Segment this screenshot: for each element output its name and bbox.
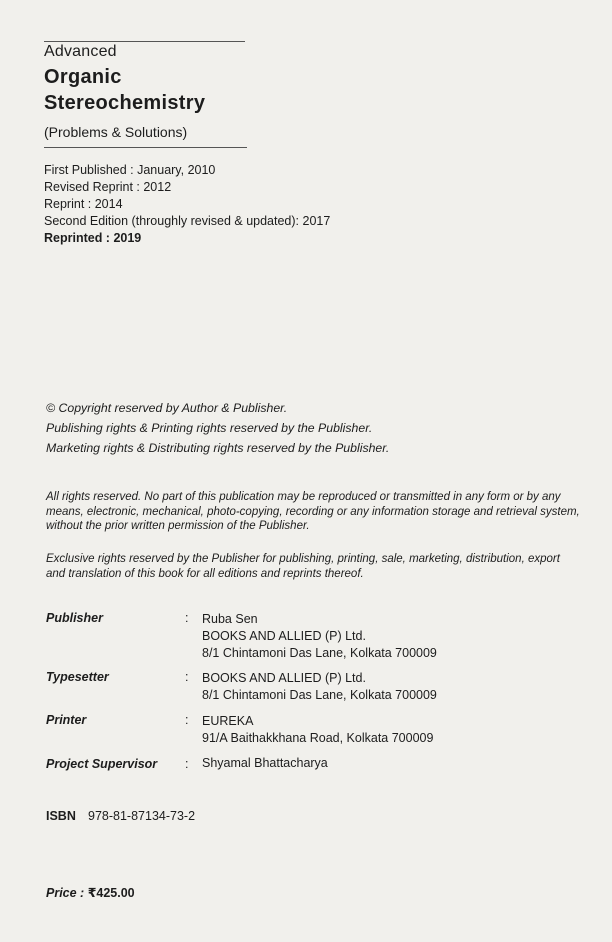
publisher-company: BOOKS AND ALLIED (P) Ltd. [202,629,366,643]
exclusive-rights-paragraph: Exclusive rights reserved by the Publisher for publishing, printing, sale, marketing, distribution, export and translation of this book for all editions and reprints thereof. [46,553,560,580]
printer-address: 91/A Baithakkhana Road, Kolkata 700009 [202,731,434,745]
rights-publishing: Publishing rights & Printing rights reserved by the Publisher. [46,421,373,435]
title-rule [44,147,247,148]
edition-history [44,162,330,247]
title-stereochemistry: Stereochemistry [44,92,206,114]
publisher-address: 8/1 Chintamoni Das Lane, Kolkata 700009 [202,646,437,660]
typesetter-label: Typesetter [46,670,109,684]
publisher-name: Ruba Sen [202,612,258,626]
supervisor-label: Project Supervisor [46,757,158,771]
publisher-colon: : [185,611,189,625]
history-revised-reprint: Revised Reprint : 2012 [44,180,172,194]
title-advanced: Advanced [44,43,117,60]
printer-label: Printer [46,713,87,727]
typesetter-details [202,670,437,704]
history-reprinted: Reprinted : 2019 [44,231,142,245]
isbn-label: ISBN [46,809,76,823]
typesetter-address: 8/1 Chintamoni Das Lane, Kolkata 700009 [202,688,437,702]
price-label: Price : [46,886,85,900]
rights-marketing: Marketing rights & Distributing rights reserved by the Publisher. [46,441,390,455]
history-reprint: Reprint : 2014 [44,197,123,211]
supervisor-name: Shyamal Bhattacharya [202,756,328,770]
top-rule [44,41,245,42]
rights-copyright: © Copyright reserved by Author & Publisher. [46,401,288,415]
title-organic: Organic [44,66,122,88]
price-line [46,885,135,900]
title-subtitle: (Problems & Solutions) [44,124,188,140]
printer-colon: : [185,713,189,727]
typesetter-colon: : [185,670,189,684]
typesetter-company: BOOKS AND ALLIED (P) Ltd. [202,671,366,685]
history-first-published: First Published : January, 2010 [44,163,216,177]
price-value: ₹425.00 [87,886,135,900]
printer-details [202,713,433,747]
rights-list [46,399,389,457]
publisher-label: Publisher [46,611,103,625]
publisher-details [202,611,437,662]
supervisor-colon: : [185,757,189,771]
printer-name: EUREKA [202,714,254,728]
isbn-value: 978-81-87134-73-2 [88,809,196,823]
all-rights-paragraph: All rights reserved. No part of this publication may be reproduced or transmitted in any form or by any means, electronic, mechanical, photo-copying, recording or any information storage and retrieval system, without the prior written permission of the Publisher. [46,491,580,532]
history-second-edition: Second Edition (throughly revised & updated): 2017 [44,214,331,228]
